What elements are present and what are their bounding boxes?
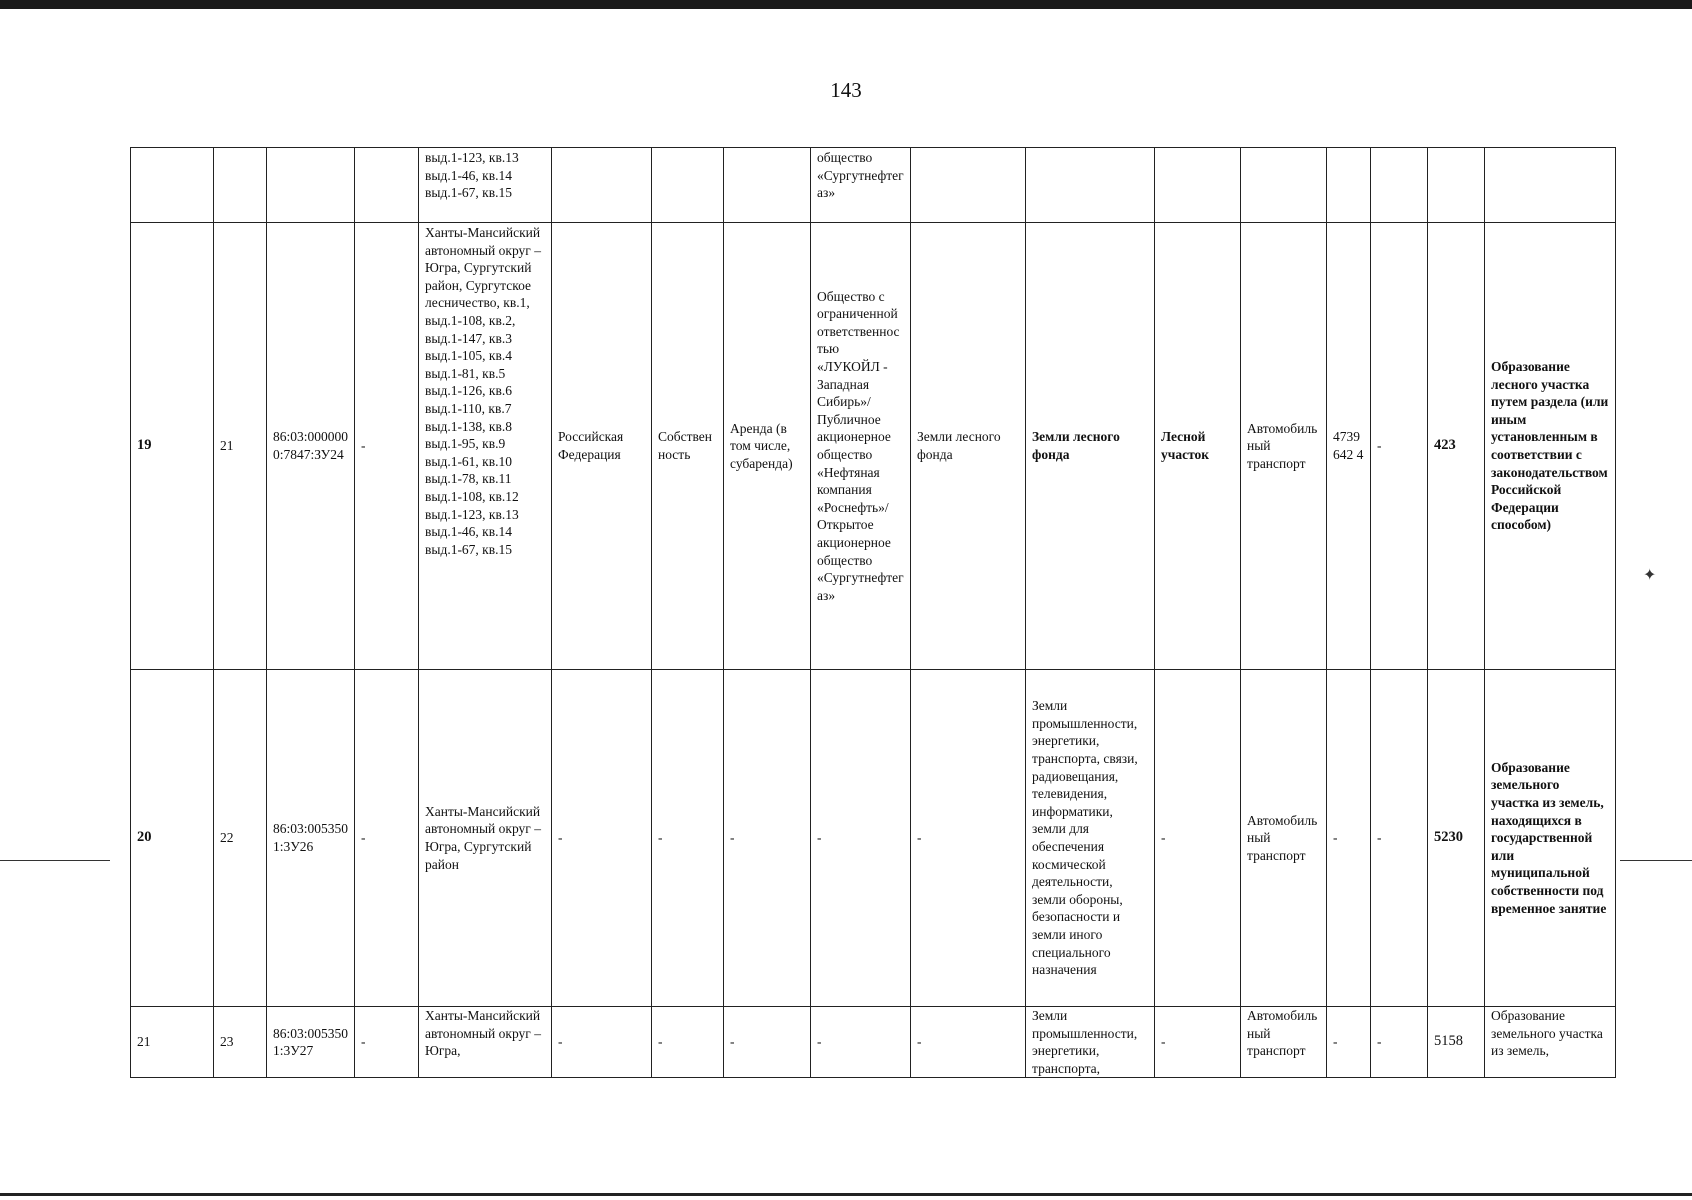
cell-owner: Российская Федерация <box>552 223 652 670</box>
table-row <box>131 670 1616 1007</box>
cell-formation-method <box>1485 148 1616 223</box>
cell-location: Ханты-Мансийский автономный округ – Югра, Сургутский район, Сургутское лесничество, кв.1, выд.1-108, кв.2, выд.1-147, кв.3 выд.1-105, кв.4 выд.1-81, кв.5 выд.1-126, кв.6 выд.1-110, кв.7 выд.1-138, кв.8 выд.1-95, кв.9 выд.1-61, кв.10 выд.1-78, кв.11 выд.1-108, кв.12 выд.1-123, кв.13 выд.1-46, кв.14 выд.1-67, кв.15 <box>419 223 552 670</box>
cell-plot-type: - <box>1155 1007 1241 1078</box>
left-margin-mark <box>0 860 110 861</box>
cell-area: 423 <box>1428 223 1485 670</box>
cell-land-category: - <box>911 670 1026 1007</box>
cell-right-type: - <box>652 670 724 1007</box>
cell-formation-method: Образование земельного участка из земель, находящихся в государственной или муниципальной собственности под временное занятие <box>1485 670 1616 1007</box>
cell-cadastral-number: 86:03:0000000:7847:ЗУ24 <box>267 223 355 670</box>
cell-dash: - <box>355 223 419 670</box>
cell-dash: - <box>1371 223 1428 670</box>
cell-purpose: Автомобильный транспорт <box>1241 670 1327 1007</box>
right-margin-mark <box>1620 860 1692 861</box>
cell-row-number <box>131 148 214 223</box>
cell-new-category: Земли промышленности, энергетики, транспорта, <box>1026 1007 1155 1078</box>
cell-land-category <box>911 148 1026 223</box>
cell-purpose: Автомобильный транспорт <box>1241 1007 1327 1078</box>
cell-dash: - <box>355 1007 419 1078</box>
cell-right-type: - <box>652 1007 724 1078</box>
cell-new-category: Земли промышленности, энергетики, транспорта, связи, радиовещания, телевидения, информатики, земли для обеспечения космической деятельности, земли обороны, безопасности и земли иного специального назначения <box>1026 670 1155 1007</box>
cell-right-type <box>652 148 724 223</box>
cell-land-category: Земли лесного фонда <box>911 223 1026 670</box>
page-number: 143 <box>830 78 862 102</box>
scan-speck: ✦ <box>1643 567 1657 584</box>
cell-code: 4739642 4 <box>1327 223 1371 670</box>
cell-formation-method: Образование земельного участка из земель, <box>1485 1007 1616 1078</box>
cell-row-number: 21 <box>131 1007 214 1078</box>
cell-plot-number: 23 <box>214 1007 267 1078</box>
cell-code: - <box>1327 1007 1371 1078</box>
land-plot-table <box>130 147 1616 1078</box>
cell-plot-type: - <box>1155 670 1241 1007</box>
cell-cadastral-number <box>267 148 355 223</box>
cell-land-category: - <box>911 1007 1026 1078</box>
cell-owner: - <box>552 1007 652 1078</box>
cell-location: выд.1-123, кв.13 выд.1-46, кв.14 выд.1-67, кв.15 <box>419 148 552 223</box>
cell-holder: - <box>811 1007 911 1078</box>
cell-dash: - <box>355 670 419 1007</box>
cell-dash <box>1371 148 1428 223</box>
cell-new-category <box>1026 148 1155 223</box>
cell-owner <box>552 148 652 223</box>
cell-holder: Общество с ограниченной ответственностью «ЛУКОЙЛ - Западная Сибирь»/Публичное акционерное общество «Нефтяная компания «Роснефть»/Открытое акционерное общество «Сургутнефтегаз» <box>811 223 911 670</box>
cell-cadastral-number: 86:03:0053501:3У27 <box>267 1007 355 1078</box>
cell-right-type: Собственность <box>652 223 724 670</box>
bottom-scan-border <box>0 1193 1692 1196</box>
cell-dash <box>355 148 419 223</box>
table-row <box>131 148 1616 223</box>
cell-plot-type <box>1155 148 1241 223</box>
cell-new-category: Земли лесного фонда <box>1026 223 1155 670</box>
cell-row-number: 20 <box>131 670 214 1007</box>
cell-purpose: Автомобильный транспорт <box>1241 223 1327 670</box>
cell-encumbrance: Аренда (в том числе, субаренда) <box>724 223 811 670</box>
cell-location: Ханты-Мансийский автономный округ – Югра, <box>419 1007 552 1078</box>
cell-area <box>1428 148 1485 223</box>
cell-area: 5158 <box>1428 1007 1485 1078</box>
cell-cadastral-number: 86:03:0053501:3У26 <box>267 670 355 1007</box>
cell-holder: общество «Сургутнефтегаз» <box>811 148 911 223</box>
top-scan-border <box>0 0 1692 9</box>
cell-encumbrance: - <box>724 670 811 1007</box>
cell-code <box>1327 148 1371 223</box>
cell-code: - <box>1327 670 1371 1007</box>
cell-dash: - <box>1371 1007 1428 1078</box>
cell-dash: - <box>1371 670 1428 1007</box>
cell-encumbrance <box>724 148 811 223</box>
table-row <box>131 1007 1616 1078</box>
cell-plot-type: Лесной участок <box>1155 223 1241 670</box>
cell-plot-number: 21 <box>214 223 267 670</box>
cell-purpose <box>1241 148 1327 223</box>
cell-plot-number <box>214 148 267 223</box>
cell-area: 5230 <box>1428 670 1485 1007</box>
cell-encumbrance: - <box>724 1007 811 1078</box>
cell-plot-number: 22 <box>214 670 267 1007</box>
cell-location: Ханты-Мансийский автономный округ – Югра, Сургутский район <box>419 670 552 1007</box>
cell-holder: - <box>811 670 911 1007</box>
cell-row-number: 19 <box>131 223 214 670</box>
cell-owner: - <box>552 670 652 1007</box>
table-row <box>131 223 1616 670</box>
cell-formation-method: Образование лесного участка путем раздела (или иным установленным в соответствии с законодательством Российской Федерации способом) <box>1485 223 1616 670</box>
